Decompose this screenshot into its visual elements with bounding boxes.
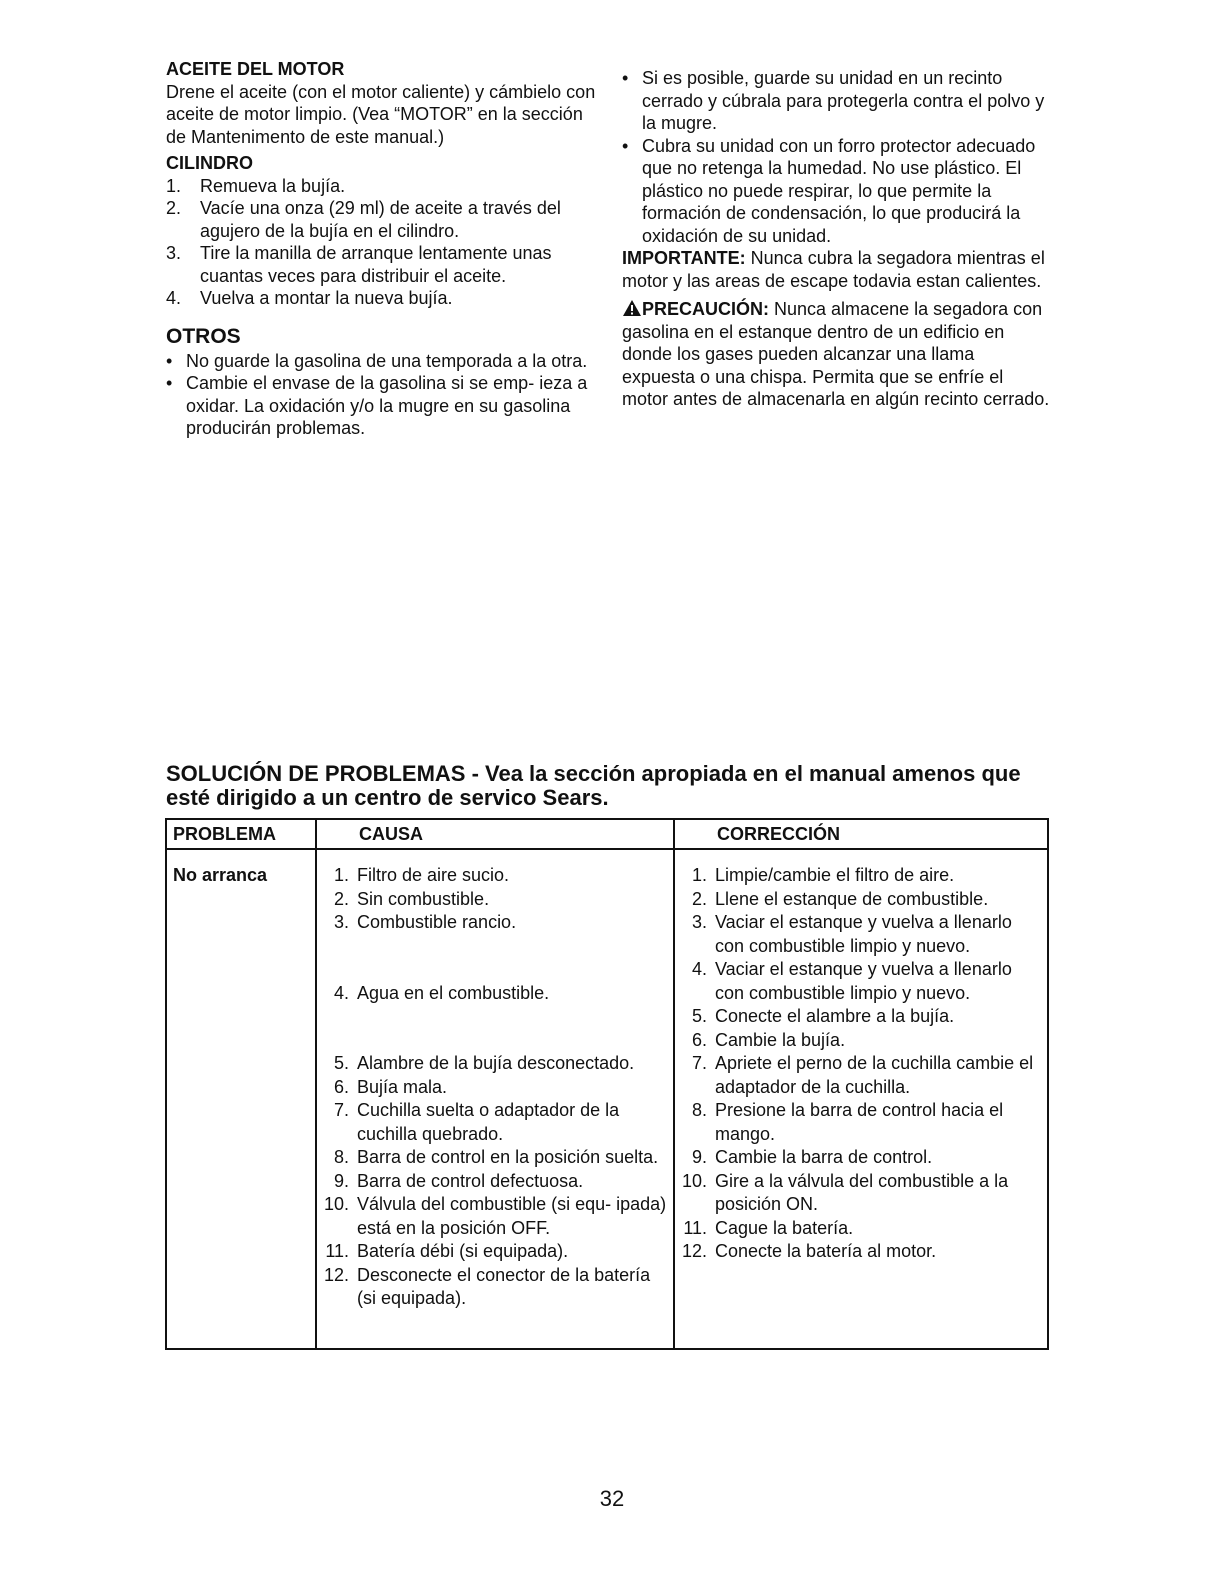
- header-correccion: CORRECCIÓN: [673, 820, 1047, 850]
- correction-number: 4.: [691, 959, 707, 979]
- bullet-icon: [166, 350, 186, 373]
- list-item: [166, 372, 596, 440]
- item-text: Remueva la bujía.: [200, 175, 346, 196]
- correction-row: [681, 1217, 1041, 1241]
- problem-cell: No arranca: [173, 865, 268, 885]
- cause-number: 8.: [333, 1147, 349, 1167]
- causes-cell: [315, 850, 673, 1348]
- list-item: [166, 242, 596, 287]
- bullet-icon: [622, 135, 642, 248]
- cause-row: [323, 982, 667, 1053]
- cause-number: 7.: [333, 1100, 349, 1120]
- correction-row: [681, 1146, 1041, 1170]
- cause-text: Válvula del combustible (si equ- ipada) está en la posición OFF.: [357, 1194, 667, 1238]
- correction-number: 3.: [691, 912, 707, 932]
- correction-text: Cambie la barra de control.: [715, 1147, 933, 1167]
- correction-number: 8.: [691, 1100, 707, 1120]
- cause-text: Bujía mala.: [357, 1076, 448, 1097]
- correction-number: 2.: [691, 888, 707, 909]
- cause-row: [323, 1052, 667, 1076]
- cause-text: Desconecte el conector de la batería (si equipada).: [357, 1264, 651, 1308]
- correction-text: Vaciar el estanque y vuelva a llenarlo con combustible limpio y nuevo.: [715, 959, 1012, 1003]
- correction-row: [681, 911, 1041, 958]
- correction-row: [681, 1005, 1041, 1029]
- correction-row: [681, 1052, 1041, 1099]
- otros-list: [166, 350, 596, 440]
- cause-row: [323, 911, 667, 982]
- importante-label: IMPORTANTE:: [622, 248, 746, 268]
- cause-number: 11.: [325, 1241, 349, 1261]
- cause-text: Cuchilla suelta o adaptador de la cuchilla quebrado.: [357, 1100, 620, 1144]
- cause-row: [323, 1264, 667, 1311]
- list-item: [166, 287, 596, 310]
- cause-row: [323, 1076, 667, 1100]
- importante-text: Nunca cubra la segadora mientras el motor y las areas de escape todavia estan calientes.: [622, 248, 1045, 291]
- cause-number: 6.: [333, 1076, 349, 1097]
- precaucion-label: PRECAUCIÓN:: [642, 299, 770, 319]
- cause-row: [323, 888, 667, 912]
- cause-text: Barra de control defectuosa.: [357, 1170, 584, 1191]
- correction-number: 6.: [691, 1029, 707, 1050]
- right-column: [622, 67, 1052, 411]
- list-item: [166, 197, 596, 242]
- cilindro-heading: CILINDRO: [166, 153, 253, 173]
- cause-row: [323, 1240, 667, 1264]
- correction-text: Gire a la válvula del combustible a la posición ON.: [715, 1170, 1009, 1214]
- header-causa: CAUSA: [315, 820, 673, 850]
- precaucion-paragraph: [622, 298, 1052, 411]
- item-number: 4.: [166, 288, 182, 308]
- correction-number: 12.: [681, 1241, 707, 1261]
- correction-row: [681, 888, 1041, 912]
- cilindro-list: [166, 175, 596, 310]
- correction-number: 1.: [691, 865, 707, 885]
- item-text: Cubra su unidad con un forro protector adecuado que no retenga la humedad. No use plástico. El plástico no puede respirar, lo que permite la formación de condensación, lo que producirá la oxidación de su unidad.: [642, 135, 1036, 246]
- cause-text: Batería débi (si equipada).: [357, 1241, 569, 1261]
- correction-row: [681, 1170, 1041, 1217]
- correction-text: Conecte la batería al motor.: [715, 1241, 937, 1261]
- cause-row: [323, 1193, 667, 1240]
- importante-paragraph: [622, 247, 1052, 292]
- list-item: [166, 175, 596, 198]
- cause-row: [323, 1146, 667, 1170]
- corrections-cell: [673, 850, 1047, 1348]
- cause-number: 9.: [333, 1170, 349, 1191]
- list-item: [166, 350, 596, 373]
- correction-number: 11.: [683, 1217, 707, 1238]
- item-text: Vacíe una onza (29 ml) de aceite a través del agujero de la bujía en el cilindro.: [200, 198, 561, 241]
- bullet-icon: [166, 372, 186, 440]
- correction-text: Vaciar el estanque y vuelva a llenarlo con combustible limpio y nuevo.: [715, 912, 1012, 956]
- cause-number: 12.: [323, 1264, 349, 1285]
- correction-number: 5.: [691, 1006, 707, 1026]
- cause-text: Combustible rancio.: [357, 912, 517, 932]
- correction-text: Llene el estanque de combustible.: [715, 888, 989, 909]
- cause-text: Filtro de aire sucio.: [357, 865, 510, 885]
- cause-text: Sin combustible.: [357, 888, 490, 909]
- cause-row: [323, 1170, 667, 1194]
- correction-text: Cambie la bujía.: [715, 1029, 846, 1050]
- item-text: Tire la manilla de arranque lentamente unas cuantas veces para distribuir el aceite.: [200, 243, 552, 286]
- list-item: [622, 135, 1052, 248]
- correction-row: [681, 1240, 1041, 1264]
- cause-text: Barra de control en la posición suelta.: [357, 1147, 659, 1167]
- correction-text: Apriete el perno de la cuchilla cambie el adaptador de la cuchilla.: [715, 1053, 1034, 1097]
- correction-number: 10.: [681, 1170, 707, 1191]
- cause-number: 3.: [333, 912, 349, 932]
- page-number: 32: [599, 1486, 625, 1511]
- cause-text: Agua en el combustible.: [357, 982, 550, 1003]
- correction-number: 7.: [691, 1053, 707, 1073]
- cause-number: 4.: [333, 982, 349, 1003]
- header-problema: PROBLEMA: [167, 820, 315, 850]
- correction-text: Cague la batería.: [715, 1217, 854, 1238]
- item-number: 1.: [166, 175, 182, 196]
- correction-text: Conecte el alambre a la bujía.: [715, 1006, 955, 1026]
- item-text: Si es posible, guarde su unidad en un recinto cerrado y cúbrala para protegerla contra el polvo y la mugre.: [642, 68, 1045, 133]
- cause-number: 5.: [333, 1053, 349, 1073]
- item-number: 2.: [166, 198, 182, 218]
- item-text: Cambie el envase de la gasolina si se emp- ieza a oxidar. La oxidación y/o la mugre en su gasolina producirán problemas.: [186, 373, 588, 438]
- troubleshooting-title: SOLUCIÓN DE PROBLEMAS - Vea la sección apropiada en el manual amenos que esté dirigido a un centro de servico Sears.: [166, 761, 1021, 810]
- bullet-icon: [622, 67, 642, 135]
- cause-row: [323, 1099, 667, 1146]
- warning-icon: [622, 299, 642, 317]
- aceite-paragraph: Drene el aceite (con el motor caliente) y cámbielo con aceite de motor limpio. (Vea “MOTOR” en la sección de Mantenimento de este manual.): [166, 81, 596, 147]
- cause-text: Alambre de la bujía desconectado.: [357, 1053, 635, 1073]
- correction-text: Limpie/cambie el filtro de aire.: [715, 865, 955, 885]
- correction-row: [681, 1099, 1041, 1146]
- correction-text: Presione la barra de control hacia el mango.: [715, 1100, 1004, 1144]
- item-text: No guarde la gasolina de una temporada a la otra.: [186, 350, 588, 371]
- cause-number: 2.: [333, 888, 349, 909]
- otros-heading: OTROS: [166, 324, 241, 348]
- item-number: 3.: [166, 243, 182, 263]
- cause-number: 1.: [333, 865, 349, 885]
- list-item: [622, 67, 1052, 135]
- left-column: [166, 58, 596, 440]
- storage-list: [622, 67, 1052, 247]
- correction-row: [681, 958, 1041, 1005]
- cause-row: [323, 864, 667, 888]
- precaucion-text: Nunca almacene la segadora con gasolina en el estanque dentro de un edificio en donde los gases pueden alcanzar una llama expuesta o una chispa. Permita que se enfríe el motor antes de almacenarla en algún recinto cerrado.: [622, 299, 1050, 409]
- correction-row: [681, 864, 1041, 888]
- correction-row: [681, 1029, 1041, 1053]
- item-text: Vuelva a montar la nueva bujía.: [200, 288, 453, 308]
- cause-number: 10.: [323, 1194, 349, 1214]
- correction-number: 9.: [691, 1147, 707, 1167]
- aceite-heading: ACEITE DEL MOTOR: [166, 59, 345, 79]
- troubleshooting-table: [165, 818, 1049, 1350]
